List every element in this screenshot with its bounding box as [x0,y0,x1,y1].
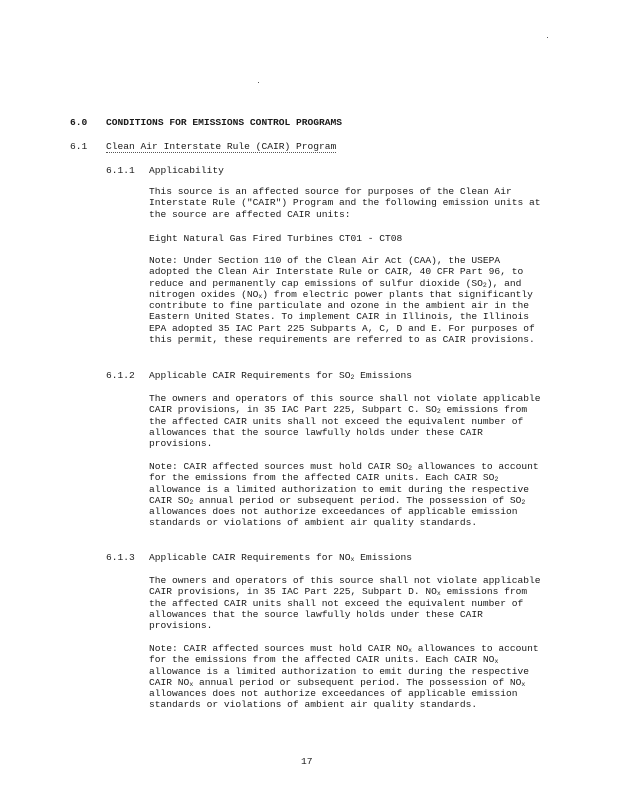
scan-speck [547,37,548,38]
clause-number: 6.1.2 [106,370,135,381]
clause-number: 6.1.3 [106,552,135,563]
paragraph: The owners and operators of this source shall not violate applicable CAIR provisions, in 35 IAC Part 225, Subpart C. $SO_2$ emissions from the affected CAIR units shall not exceed the equivalent number of allowances that the source lawfully holds under these CAIR provisions. [149,393,541,450]
clause-title: Applicable CAIR Requirements for $SO_2$ Emissions [149,370,412,381]
affected-units: Eight Natural Gas Fired Turbines CT01 - CT08 [149,233,403,244]
scan-speck [258,82,259,83]
note-paragraph: Note: Under Section 110 of the Clean Air Act (CAA), the USEPA adopted the Clean Air Interstate Rule or CAIR, 40 CFR Part 96, to reduce and permanently cap emissions of sulfur dioxide $(SO_2)$, and nitrogen oxides $(NO_x)$ from electric power plants that significantly contribute to fine particulate and ozone in the ambient air in the Eastern United States. To implement CAIR in Illinois, the Illinois EPA adopted 35 IAC Part 225 Subparts A, C, D and E. For purposes of this permit, these requirements are referred to as CAIR provisions. [149,255,535,346]
note-paragraph: Note: CAIR affected sources must hold CAIR $NO_x$ allowances to account for the emissions from the affected CAIR units. Each CAIR $NO_x$ allowance is a limited authorization to emit during the respective CAIR $NO_x$ annual period or subsequent period. The possession of $NO_x$ allowances does not authorize exceedances of applicable emission standards or violations of ambient air quality standards. [149,643,539,711]
page-number: 17 [301,756,313,767]
subsection-number: 6.1 [70,141,88,152]
paragraph: The owners and operators of this source shall not violate applicable CAIR provisions, in 35 IAC Part 225, Subpart D. $NO_x$ emissions from the affected CAIR units shall not exceed the equivalent number of allowances that the source lawfully holds under these CAIR provisions. [149,575,541,632]
clause-number: 6.1.1 [106,165,135,176]
subsection-title: Clean Air Interstate Rule (CAIR) Program [106,141,337,152]
section-number: 6.0 [70,117,88,128]
clause-title: Applicability [149,165,224,176]
section-title: CONDITIONS FOR EMISSIONS CONTROL PROGRAMS [106,117,343,128]
clause-title: Applicable CAIR Requirements for $NO_x$ Emissions [149,552,412,563]
note-paragraph: Note: CAIR affected sources must hold CAIR $SO_2$ allowances to account for the emissions from the affected CAIR units. Each CAIR $SO_2$ allowance is a limited authorization to emit during the respective CAIR $SO_2$ annual period or subsequent period. The possession of $SO_2$ allowances does not authorize exceedances of applicable emission standards or violations of ambient air quality standards. [149,461,539,529]
paragraph: This source is an affected source for purposes of the Clean Air Interstate Rule ("CAIR") Program and the following emission units at the source are affected CAIR units: [149,186,541,220]
